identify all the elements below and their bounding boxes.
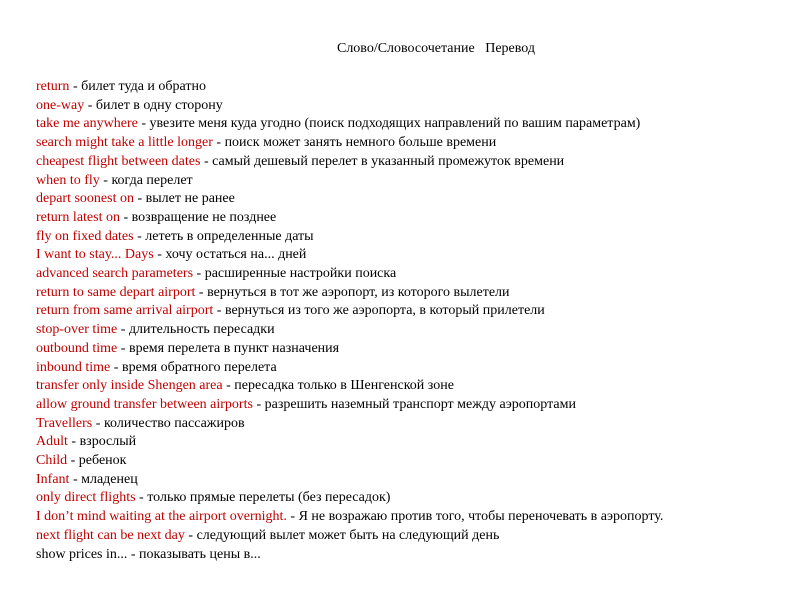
header-gap (478, 41, 482, 56)
entry-separator: - (67, 434, 80, 450)
entry-term: fly on fixed dates (36, 228, 134, 244)
entry-separator: - (200, 153, 213, 169)
entry-separator: - (69, 79, 82, 94)
entry-translation: вылет не ранее (145, 191, 235, 207)
entry-term: cheapest flight between dates (36, 153, 201, 169)
entry-term: when to fly (36, 172, 100, 188)
glossary-entry (36, 284, 780, 303)
entry-term: depart soonest on (36, 191, 134, 207)
entry-separator: - (252, 396, 265, 412)
glossary-entry (36, 97, 780, 116)
entry-translation: разрешить наземный транспорт между аэропортами (264, 396, 576, 412)
entry-term: I don’t mind waiting at the airport overnight. (36, 509, 287, 525)
entry-separator: - (135, 490, 148, 506)
glossary-entry (36, 265, 780, 284)
glossary-entry (36, 228, 780, 247)
entry-translation: билет туда и обратно (81, 79, 207, 94)
entry-translation: взрослый (79, 434, 137, 450)
header-translation-column: Перевод (485, 41, 535, 56)
entry-term: next flight can be next day (36, 527, 185, 543)
entry-translation: время обратного перелета (121, 359, 277, 375)
entry-translation: лететь в определенные даты (145, 228, 314, 244)
entry-translation: вернуться из того же аэропорта, в который прилетели (224, 303, 545, 319)
entry-term: search might take a little longer (36, 135, 213, 151)
entry-term: stop-over time (36, 322, 118, 338)
entry-translation: увезите меня куда угодно (поиск подходящих направлений по вашим параметрам) (149, 116, 641, 132)
entry-separator: - (92, 415, 104, 431)
entry-separator: - (99, 172, 112, 188)
entry-translation: длительность пересадки (128, 322, 275, 338)
glossary-entry (36, 115, 780, 134)
entry-separator: - (69, 471, 82, 487)
entry-term: return (36, 79, 70, 94)
entry-translation: пересадка только в Шенгенской зоне (234, 378, 454, 394)
entry-term: only direct flights (36, 490, 136, 506)
entry-term: one-way (36, 97, 85, 113)
entry-term: return from same arrival airport (36, 303, 214, 319)
glossary-entry (36, 172, 780, 191)
entry-translation: время перелета в пункт назначения (128, 340, 340, 356)
glossary-entry (36, 190, 780, 209)
entry-separator: - (193, 266, 205, 282)
entry-separator: - (119, 209, 132, 225)
glossary-entry (36, 471, 780, 490)
entry-separator: - (110, 359, 122, 375)
entry-translation: младенец (81, 471, 138, 487)
entry-translation: ребенок (78, 453, 127, 469)
entry-term: outbound time (36, 340, 118, 356)
entry-translation: show prices in... - показывать цены в... (36, 546, 261, 562)
entry-separator: - (117, 322, 129, 338)
entry-term: Adult (36, 434, 68, 450)
entry-separator: - (212, 135, 225, 151)
entry-separator: - (222, 378, 235, 394)
entry-translation: только прямые перелеты (без пересадок) (147, 490, 391, 506)
glossary-entry (36, 415, 780, 434)
entry-term: Child (36, 453, 68, 469)
glossary-entry (36, 527, 780, 546)
entry-term: return to same depart airport (36, 284, 196, 300)
entry-separator: - (117, 340, 129, 356)
glossary-entry (36, 433, 780, 452)
glossary-entry (36, 246, 780, 265)
entry-term: take me anywhere (36, 116, 138, 132)
entry-separator: - (286, 509, 299, 525)
entry-translation: следующий вылет может быть на следующий день (196, 527, 500, 543)
glossary-entry (36, 489, 780, 508)
glossary-entry (36, 321, 780, 340)
entry-term: I want to stay... Days (36, 247, 154, 263)
entry-separator: - (84, 97, 96, 113)
glossary-entry (36, 359, 780, 378)
entry-separator: - (184, 527, 197, 543)
entry-translation: самый дешевый перелет в указанный промежуток времени (212, 153, 565, 169)
glossary-entry (36, 377, 780, 396)
entry-term: Travellers (36, 415, 93, 431)
entry-translation: расширенные настройки поиска (204, 266, 397, 282)
entry-separator: - (153, 247, 166, 263)
glossary-entry (36, 546, 780, 565)
glossary-list (36, 78, 780, 564)
table-header (0, 40, 800, 58)
glossary-entry (36, 209, 780, 228)
entry-translation: билет в одну сторону (95, 97, 223, 113)
entry-translation: когда перелет (111, 172, 193, 188)
entry-separator: - (133, 191, 146, 207)
glossary-entry (36, 153, 780, 172)
entry-term: advanced search parameters (36, 266, 194, 282)
entry-translation: Я не возражаю против того, чтобы переночевать в аэропорту. (298, 509, 664, 525)
entry-translation: вернуться в тот же аэропорт, из которого вылетели (207, 284, 510, 300)
entry-separator: - (133, 228, 146, 244)
entry-separator: - (213, 303, 225, 319)
glossary-entry (36, 78, 780, 97)
entry-separator: - (195, 284, 208, 300)
entry-translation: количество пассажиров (103, 415, 245, 431)
entry-term: inbound time (36, 359, 111, 375)
entry-translation: возвращение не позднее (131, 209, 277, 225)
glossary-entry (36, 508, 780, 527)
entry-term: Infant (36, 471, 70, 487)
entry-translation: хочу остаться на... дней (165, 247, 307, 263)
entry-separator: - (137, 116, 150, 132)
header-word-column: Слово/Словосочетание (336, 41, 475, 56)
entry-translation: поиск может занять немного больше времени (224, 135, 497, 151)
entry-term: return latest on (36, 209, 120, 225)
glossary-entry (36, 302, 780, 321)
glossary-entry (36, 134, 780, 153)
glossary-entry (36, 340, 780, 359)
entry-term: allow ground transfer between airports (36, 396, 253, 412)
entry-separator: - (67, 453, 79, 469)
glossary-entry (36, 452, 780, 471)
glossary-entry (36, 396, 780, 415)
entry-term: transfer only inside Shengen area (36, 378, 223, 394)
